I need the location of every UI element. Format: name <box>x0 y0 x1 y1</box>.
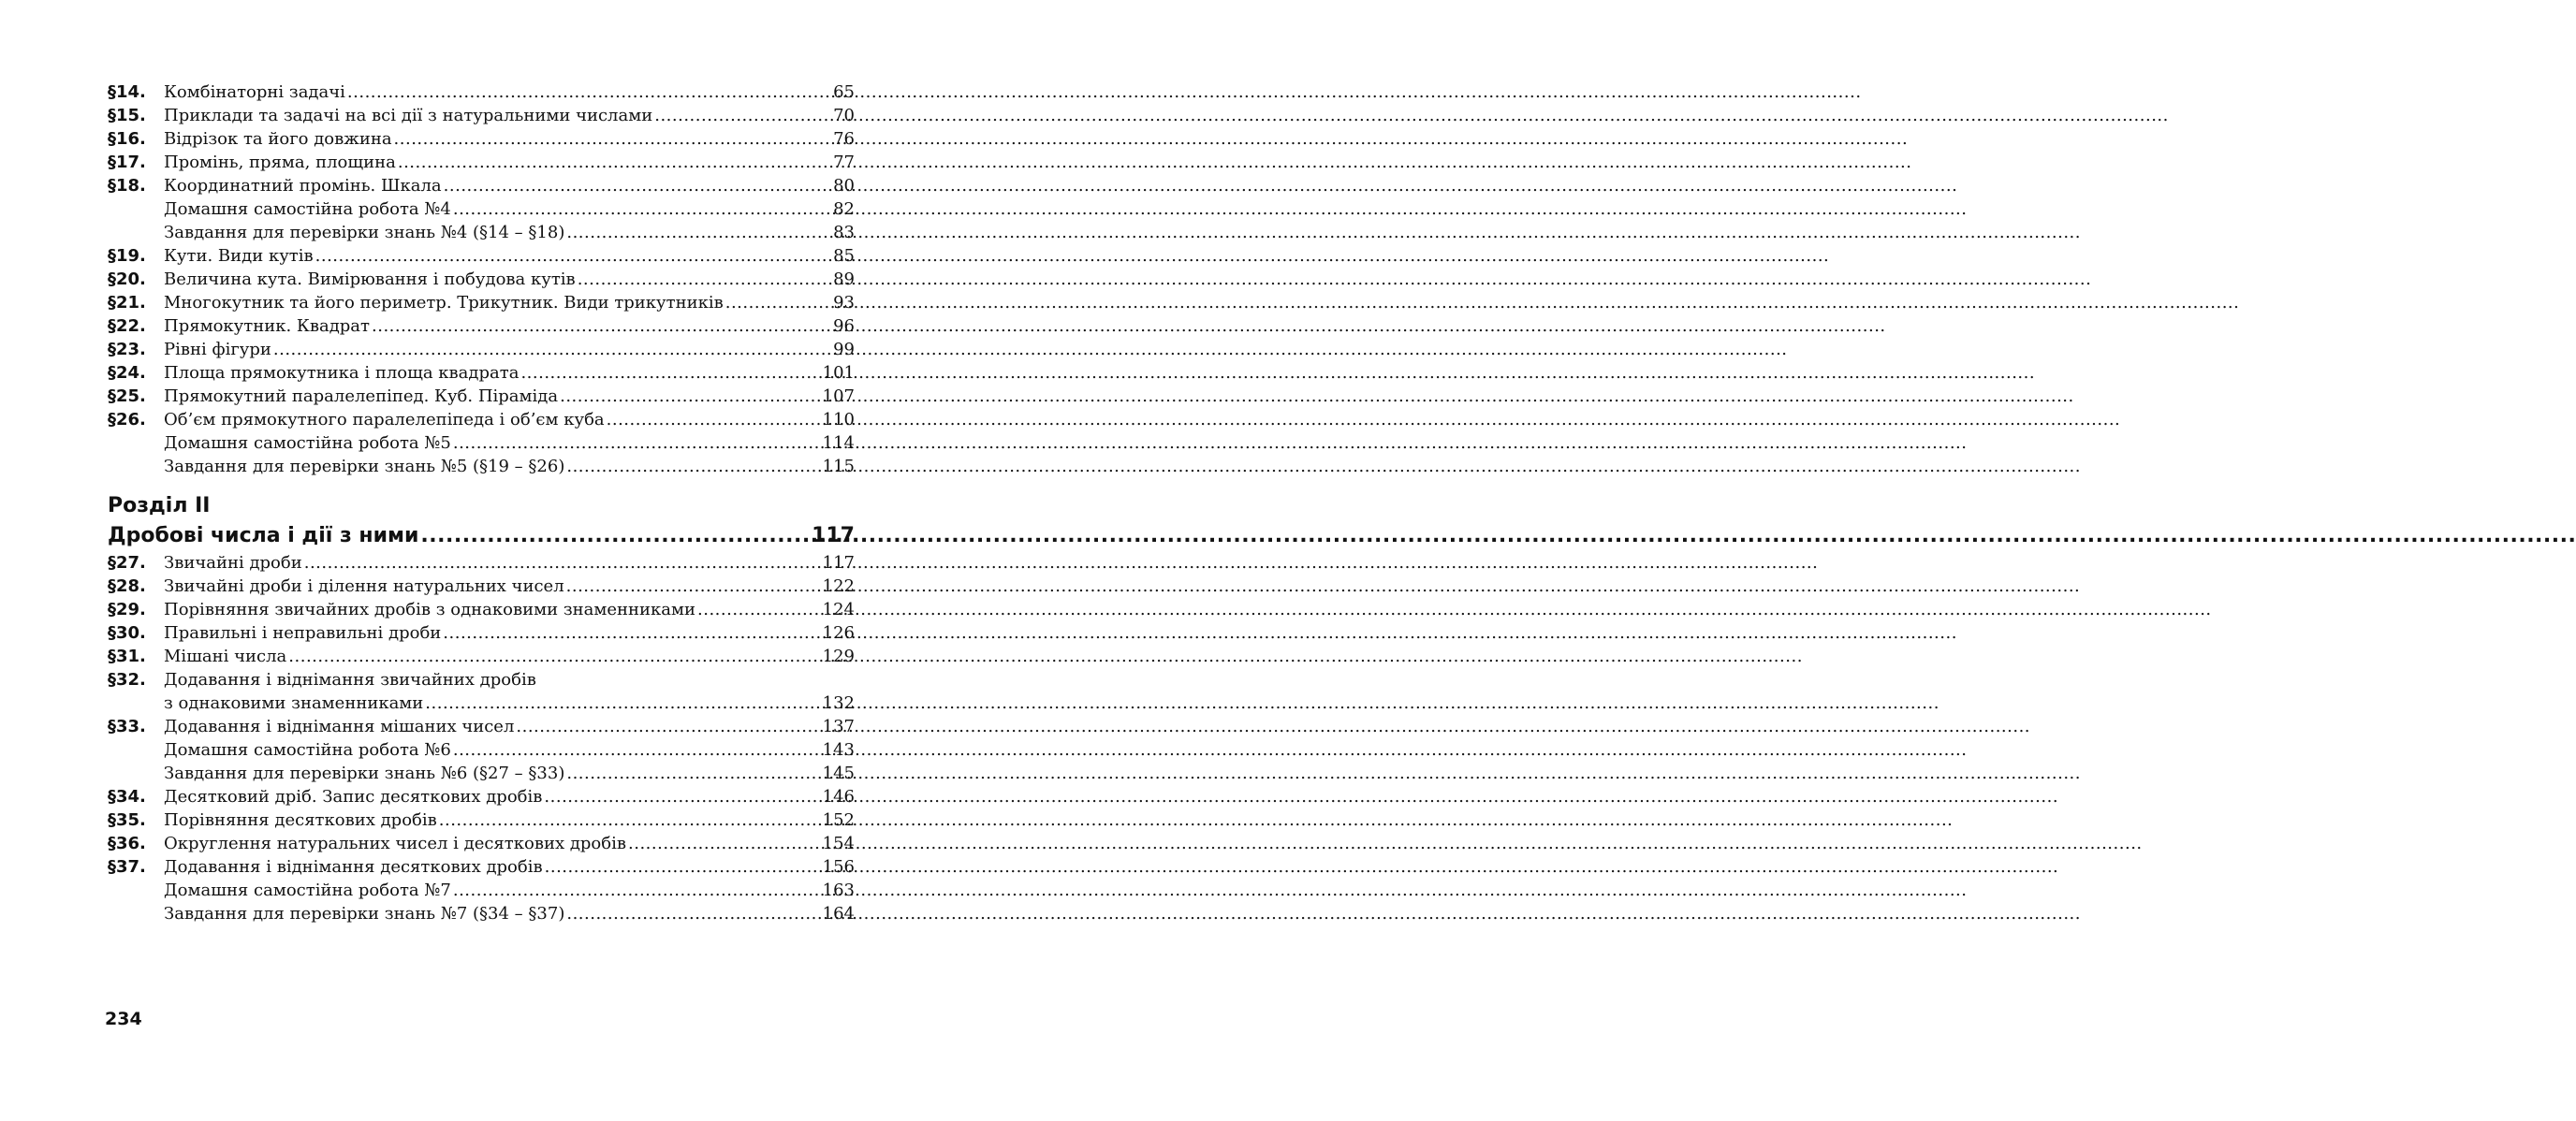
entry-page: 70 <box>833 106 855 125</box>
leader-dots <box>453 197 831 221</box>
entry-page: 143 <box>822 740 855 760</box>
entry-page: 99 <box>833 340 855 359</box>
entry-title: Завдання для перевірки знань №6 (§27 – §33) <box>164 764 565 783</box>
toc-entry[interactable] <box>108 762 855 785</box>
toc-entry[interactable] <box>108 431 855 455</box>
entry-page: 117 <box>822 553 855 573</box>
entry-title: Рівні фігури <box>164 340 271 359</box>
entry-title: Домашня самостійна робота №6 <box>164 740 451 760</box>
toc-entry[interactable] <box>108 879 855 902</box>
toc-entry[interactable] <box>108 268 855 291</box>
entry-title: Додавання і віднімання мішаних чисел <box>164 717 515 736</box>
entry-title: Десятковий дріб. Запис десяткових дробів <box>164 787 543 807</box>
toc-entry[interactable] <box>108 151 855 174</box>
toc-entry[interactable] <box>108 291 855 314</box>
toc-entry[interactable] <box>108 785 855 808</box>
entry-number: §27. <box>108 553 146 573</box>
entry-title: Приклади та задачі на всі дії з натуральними числами <box>164 106 653 125</box>
entry-page: 85 <box>833 246 855 266</box>
toc-entry[interactable] <box>108 104 855 127</box>
leader-dots <box>398 151 831 174</box>
entry-number: §19. <box>108 246 146 266</box>
entry-title: Многокутник та його периметр. Трикутник. Види трикутників <box>164 293 724 313</box>
leader-dots <box>443 621 820 645</box>
leader-dots <box>372 314 831 338</box>
entry-title: Прямокутний паралелепіпед. Куб. Піраміда <box>164 386 559 406</box>
toc-entry[interactable] <box>108 645 855 668</box>
leader-dots <box>453 879 821 902</box>
page-number: 234 <box>105 1009 142 1029</box>
toc-entry[interactable] <box>108 551 855 575</box>
leader-dots <box>578 268 831 291</box>
entry-page: 76 <box>833 129 855 149</box>
entry-page: 82 <box>833 199 855 219</box>
leader-dots <box>453 738 821 762</box>
entry-title: Координатний промінь. Шкала <box>164 176 442 196</box>
section-page: 117 <box>812 524 855 547</box>
entry-number: §30. <box>108 623 146 643</box>
entry-title: Промінь, пряма, площина <box>164 153 396 172</box>
toc-entry[interactable] <box>108 174 855 197</box>
entry-page: 83 <box>833 223 855 242</box>
entry-page: 129 <box>822 647 855 666</box>
entry-number: §25. <box>108 386 146 406</box>
entry-page: 107 <box>822 386 855 406</box>
entry-page: 146 <box>822 787 855 807</box>
entry-page: 77 <box>833 153 855 172</box>
toc-entry[interactable] <box>108 244 855 268</box>
toc-entry[interactable] <box>108 715 855 738</box>
entry-number: §21. <box>108 293 146 313</box>
entry-page: 137 <box>822 717 855 736</box>
toc-entry[interactable] <box>108 738 855 762</box>
toc-entry[interactable] <box>108 855 855 879</box>
entry-title-continuation: з однаковими знаменниками <box>164 693 424 713</box>
entry-title: Порівняння звичайних дробів з однаковими знаменниками <box>164 600 696 619</box>
section-title: Дробові числа і дії з ними <box>108 524 419 547</box>
section-label: Розділ II <box>108 494 211 517</box>
entry-number: §15. <box>108 106 146 125</box>
entry-number: §14. <box>108 82 146 102</box>
entry-number: §31. <box>108 647 146 666</box>
entry-page: 89 <box>833 269 855 289</box>
entry-number: §16. <box>108 129 146 149</box>
toc-entry[interactable] <box>108 832 855 855</box>
leader-dots <box>304 551 821 575</box>
entry-title: Домашня самостійна робота №7 <box>164 881 451 900</box>
entry-title: Величина кута. Вимірювання і побудова кутів <box>164 269 576 289</box>
entry-title: Завдання для перевірки знань №5 (§19 – §26) <box>164 457 565 476</box>
entry-number: §35. <box>108 810 146 830</box>
entry-page: 163 <box>822 881 855 900</box>
entry-number: §28. <box>108 576 146 596</box>
entry-title: Завдання для перевірки знань №4 (§14 – §18) <box>164 223 565 242</box>
entry-title: Додавання і віднімання звичайних дробів <box>164 670 536 690</box>
leader-dots <box>566 455 820 478</box>
entry-number: §18. <box>108 176 146 196</box>
leader-dots <box>725 291 831 314</box>
toc-entry[interactable] <box>108 575 855 598</box>
entry-title: Звичайні дроби і ділення натуральних чисел <box>164 576 564 596</box>
leader-dots <box>288 645 820 668</box>
section-heading[interactable] <box>108 521 855 551</box>
toc-part-1 <box>108 80 855 478</box>
entry-number: §32. <box>108 670 146 690</box>
leader-dots <box>560 385 821 408</box>
entry-title: Правильні і неправильні дроби <box>164 623 442 643</box>
entry-title: Відрізок та його довжина <box>164 129 392 149</box>
leader-dots <box>453 431 821 455</box>
toc-entry[interactable] <box>108 385 855 408</box>
leader-dots <box>347 80 831 104</box>
entry-title: Звичайні дроби <box>164 553 302 573</box>
entry-title: Домашня самостійна робота №4 <box>164 199 451 219</box>
entry-page: 65 <box>833 82 855 102</box>
entry-title: Завдання для перевірки знань №7 (§34 – §37) <box>164 904 565 924</box>
entry-number: §17. <box>108 153 146 172</box>
entry-number: §29. <box>108 600 146 619</box>
entry-page: 122 <box>822 576 855 596</box>
entry-page: 96 <box>833 316 855 336</box>
toc-entry[interactable] <box>108 902 855 925</box>
leader-dots <box>273 338 831 361</box>
toc-entry[interactable] <box>108 808 855 832</box>
leader-dots <box>425 692 820 715</box>
entry-page: 114 <box>822 433 855 453</box>
entry-page: 126 <box>822 623 855 643</box>
entry-number: §33. <box>108 717 146 736</box>
leader-dots <box>545 855 821 879</box>
entry-number: §34. <box>108 787 146 807</box>
entry-number: §36. <box>108 834 146 853</box>
entry-page: 80 <box>833 176 855 196</box>
entry-number: §26. <box>108 410 146 429</box>
leader-dots <box>420 521 810 551</box>
toc-entry[interactable] <box>108 455 855 478</box>
toc-entry[interactable] <box>108 338 855 361</box>
leader-dots <box>315 244 831 268</box>
entry-page: 132 <box>822 693 855 713</box>
entry-page: 93 <box>833 293 855 313</box>
leader-dots <box>566 762 820 785</box>
leader-dots <box>697 598 821 621</box>
toc-entry[interactable] <box>108 361 855 385</box>
leader-dots <box>628 832 821 855</box>
entry-title: Мішані числа <box>164 647 287 666</box>
toc-entry[interactable] <box>108 197 855 221</box>
leader-dots <box>394 127 832 151</box>
entry-title: Площа прямокутника і площа квадрата <box>164 363 520 383</box>
leader-dots <box>516 715 820 738</box>
entry-number: §20. <box>108 269 146 289</box>
entry-page: 110 <box>822 410 855 429</box>
entry-title: Кути. Види кутів <box>164 246 314 266</box>
entry-title: Комбінаторні задачі <box>164 82 345 102</box>
entry-title: Домашня самостійна робота №5 <box>164 433 451 453</box>
table-of-contents <box>108 80 855 925</box>
leader-dots <box>444 174 831 197</box>
entry-page: 152 <box>822 810 855 830</box>
toc-part-2 <box>108 551 855 925</box>
leader-dots <box>566 902 820 925</box>
entry-page: 115 <box>822 457 855 476</box>
entry-title: Об’єм прямокутного паралелепіпеда і об’єм куба <box>164 410 605 429</box>
leader-dots <box>439 808 821 832</box>
entry-page: 145 <box>822 764 855 783</box>
entry-number: §22. <box>108 316 146 336</box>
entry-page: 154 <box>822 834 855 853</box>
leader-dots <box>544 785 820 808</box>
entry-title: Прямокутник. Квадрат <box>164 316 370 336</box>
entry-title: Округлення натуральних чисел і десяткових дробів <box>164 834 626 853</box>
toc-entry[interactable] <box>108 621 855 645</box>
entry-number: §37. <box>108 857 146 877</box>
entry-page: 164 <box>822 904 855 924</box>
leader-dots <box>566 221 831 244</box>
leader-dots <box>520 361 820 385</box>
toc-entry[interactable] <box>108 127 855 151</box>
entry-title: Додавання і віднімання десяткових дробів <box>164 857 543 877</box>
leader-dots <box>654 104 831 127</box>
entry-page: 124 <box>822 600 855 619</box>
toc-entry[interactable] <box>108 408 855 431</box>
entry-number: §24. <box>108 363 146 383</box>
toc-entry[interactable] <box>108 221 855 244</box>
toc-entry[interactable] <box>108 668 855 692</box>
toc-entry[interactable] <box>108 598 855 621</box>
entry-title: Порівняння десяткових дробів <box>164 810 437 830</box>
entry-page: 156 <box>822 857 855 877</box>
toc-entry[interactable] <box>108 314 855 338</box>
entry-page: 101 <box>822 363 855 383</box>
leader-dots <box>566 575 821 598</box>
leader-dots <box>607 408 821 431</box>
toc-entry[interactable] <box>108 80 855 104</box>
entry-number: §23. <box>108 340 146 359</box>
toc-entry-continuation[interactable] <box>108 692 855 715</box>
